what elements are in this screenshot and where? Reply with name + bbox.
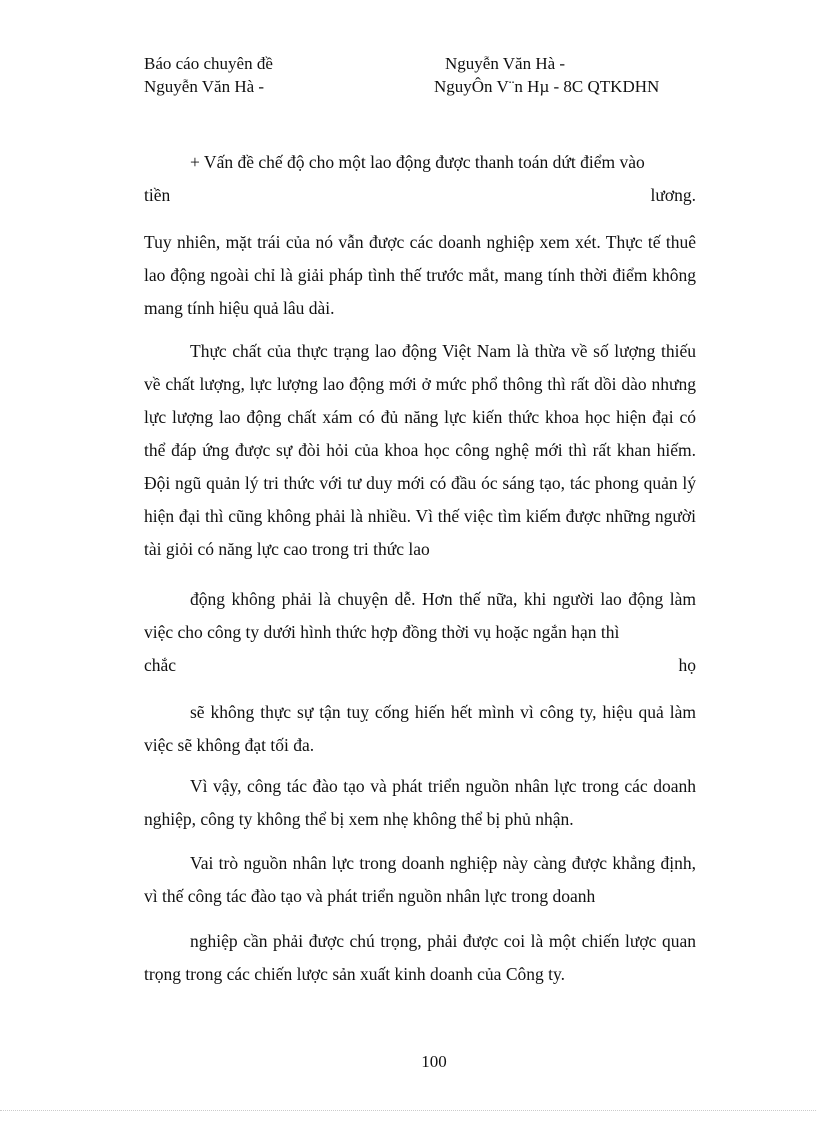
paragraph-5: sẽ không thực sự tận tuỵ cống hiến hết mình vì công ty, hiệu quả làm việc sẽ không đạt tối đa. [144, 702, 696, 755]
header-right-line2: NguyÔn V¨n Hµ - 8C QTKDHN [434, 77, 660, 96]
paragraph-1-word-right: lương. [650, 185, 696, 205]
paragraph-4: động không phải là chuyện dễ. Hơn thế nữa, khi người lao động làm việc cho công ty dưới hình thức hợp đồng thời vụ hoặc ngắn hạn thì [144, 589, 696, 642]
paragraph-3: Thực chất của thực trạng lao động Việt Nam là thừa về số lượng thiếu về chất lượng, lực lượng lao động mới ở mức phổ thông thì rất dồi dào nhưng lực lượng lao động chất xám có đủ năng lực kiến thức khoa học hiện đại có thể đáp ứng được sự đòi hỏi của khoa học công nghệ mới thì rất khan hiếm. Đội ngũ quản lý tri thức với tư duy mới có đầu óc sáng tạo, tác phong quản lý hiện đại thì cũng không phải là nhiều. Vì thế việc tìm kiếm được những người tài giỏi có năng lực cao trong tri thức lao [144, 341, 696, 559]
paragraph-1-line1: + Vấn đề chế độ cho một lao động được thanh toán dứt điểm vào [190, 152, 645, 172]
paragraph-8: nghiệp cần phải được chú trọng, phải được coi là một chiến lược quan trọng trong các chiến lược sản xuất kinh doanh của Công ty. [144, 931, 696, 984]
paragraph-1-line2 [144, 179, 696, 212]
paragraph-6: Vì vậy, công tác đào tạo và phát triển nguồn nhân lực trong các doanh nghiệp, công ty không thể bị xem nhẹ không thể bị phủ nhận. [144, 776, 696, 829]
page-number: 100 [421, 1052, 447, 1071]
paragraph-4-word-right: họ [678, 655, 696, 675]
paragraph-7: Vai trò nguồn nhân lực trong doanh nghiệp này càng được khẳng định, vì thế công tác đào tạo và phát triển nguồn nhân lực trong doanh [144, 853, 696, 906]
paragraph-4-last-line [144, 649, 696, 682]
header-right-line1: Nguyễn Văn Hà - [445, 54, 566, 73]
page-bottom-divider [0, 1110, 816, 1111]
paragraph-1-word-left: tiền [144, 185, 171, 205]
header-left-line1: Báo cáo chuyên đề [144, 54, 273, 73]
header-left-line2: Nguyễn Văn Hà - [144, 77, 265, 96]
paragraph-2: Tuy nhiên, mặt trái của nó vẫn được các doanh nghiệp xem xét. Thực tế thuê lao động ngoài chỉ là giải pháp tình thế trước mắt, mang tính thời điểm không mang tính hiệu quả lâu dài. [144, 232, 696, 318]
paragraph-4-word-left: chắc [144, 655, 177, 675]
